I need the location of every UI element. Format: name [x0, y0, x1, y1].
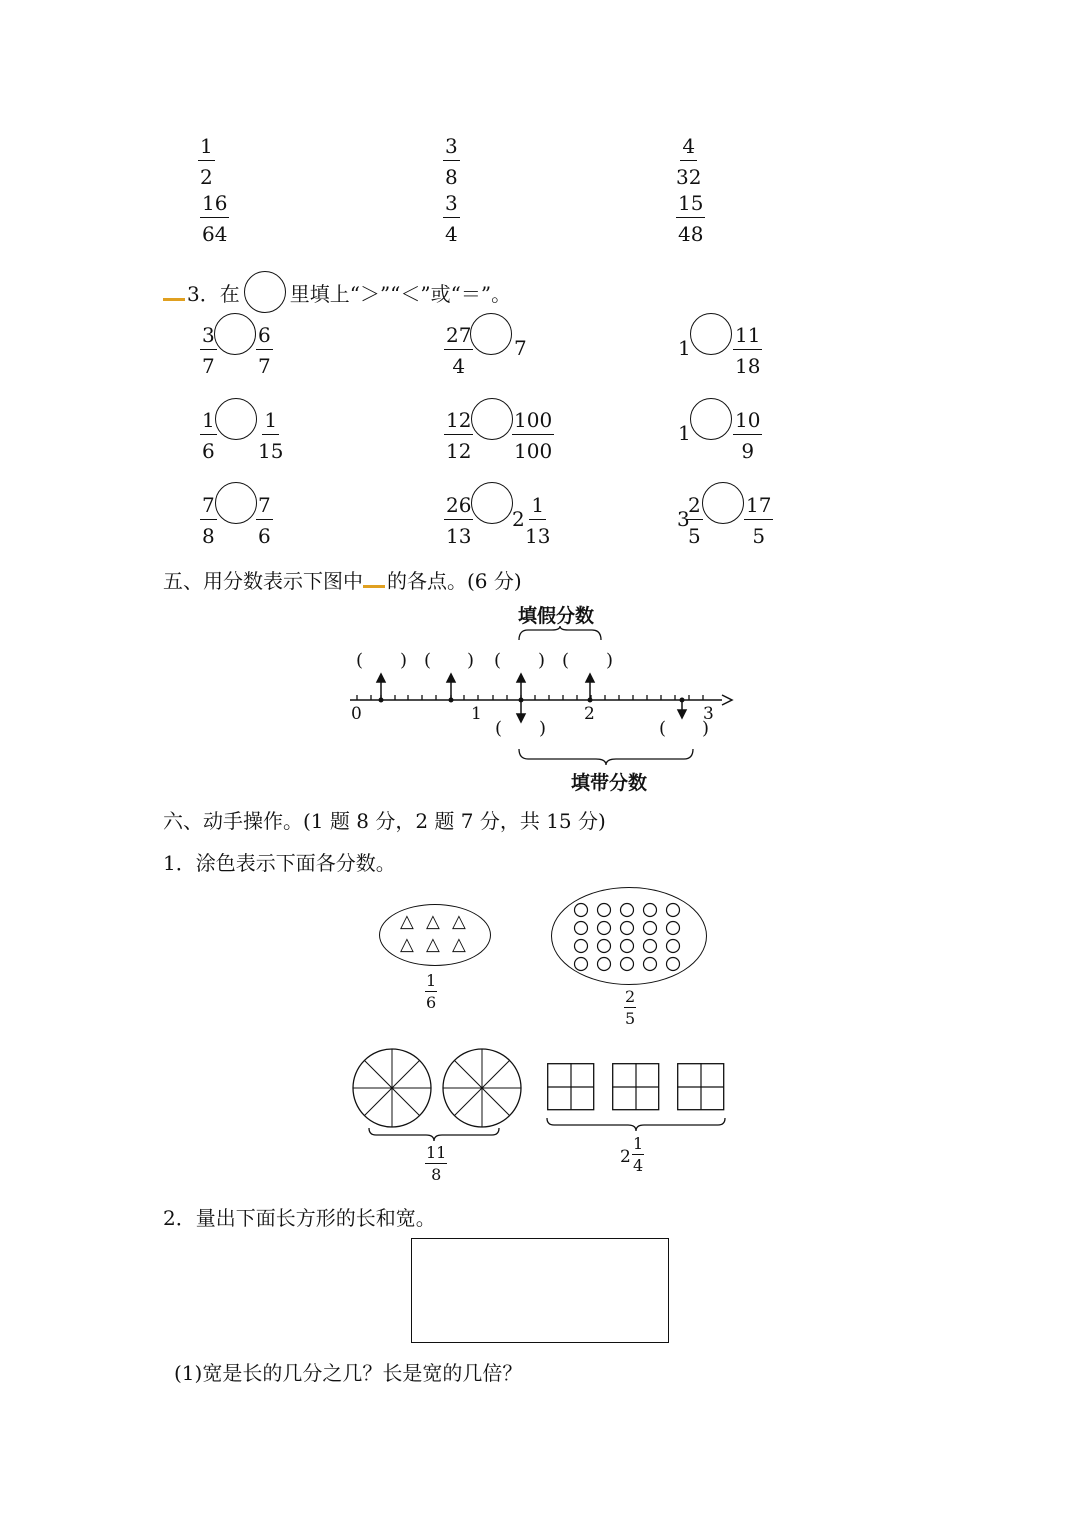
small-circle[interactable] [644, 940, 657, 953]
axis-tick-2: 2 [584, 704, 595, 724]
numerator: 1 [426, 971, 437, 990]
compare-left-whole: 1 [678, 421, 691, 445]
denominator: 9 [741, 439, 755, 463]
numerator: 100 [512, 410, 554, 435]
answer-paren-open[interactable]: ( [424, 650, 432, 671]
compare-answer-circle[interactable] [470, 313, 512, 355]
compare-answer-circle[interactable] [215, 482, 257, 524]
answer-circle-example [244, 271, 286, 313]
small-circle[interactable] [667, 958, 680, 971]
answer-paren-open[interactable]: ( [494, 650, 502, 671]
denominator: 7 [202, 354, 215, 378]
small-circle[interactable] [621, 904, 634, 917]
axis-tick-1: 1 [471, 704, 482, 724]
small-circle[interactable] [575, 904, 588, 917]
denominator: 8 [202, 524, 215, 548]
numerator: 16 [200, 193, 229, 218]
answer-paren-close: ) [539, 718, 547, 739]
numerator: 1 [198, 136, 215, 161]
small-circle[interactable] [667, 922, 680, 935]
fraction-4-32 [676, 136, 701, 187]
fraction-triangles [425, 973, 437, 1011]
mixed-number-label: 填带分数 [571, 772, 648, 794]
denominator: 6 [426, 993, 437, 1012]
improper-brace [518, 626, 602, 642]
compare-answer-circle[interactable] [471, 482, 513, 524]
square-grid-3[interactable] [677, 1063, 725, 1111]
numerator: 11 [733, 325, 762, 350]
pies-brace [368, 1127, 500, 1143]
small-circle[interactable] [644, 958, 657, 971]
compare-right-whole: 7 [514, 336, 527, 360]
compare-answer-circle[interactable] [690, 313, 732, 355]
answer-paren-close: ) [538, 650, 546, 671]
denominator: 100 [514, 439, 553, 463]
axis-tick-3: 3 [703, 704, 714, 724]
triangle-shape[interactable]: △ [426, 911, 440, 932]
compare-left-whole: 3 [677, 507, 690, 531]
triangle-shape[interactable]: △ [426, 934, 440, 955]
compare-right-fraction [733, 410, 762, 461]
answer-underline[interactable] [163, 298, 185, 301]
denominator: 4 [633, 1156, 644, 1175]
compare-right-fraction [256, 495, 273, 546]
denominator: 2 [200, 165, 213, 189]
answer-underline[interactable] [363, 585, 385, 588]
small-circle[interactable] [598, 922, 611, 935]
numerator: 2 [625, 987, 636, 1006]
question-text-after: 里填上“＞”“＜”或“＝”。 [289, 282, 512, 306]
numerator: 3 [200, 325, 217, 350]
compare-answer-circle[interactable] [471, 398, 513, 440]
denominator: 8 [431, 1165, 442, 1184]
compare-left-fraction [444, 410, 473, 461]
denominator: 7 [258, 354, 271, 378]
denominator: 5 [752, 524, 766, 548]
denominator: 48 [678, 222, 704, 246]
square-grid-2[interactable] [612, 1063, 660, 1111]
small-circle[interactable] [598, 958, 611, 971]
numerator: 10 [733, 410, 762, 435]
answer-paren-open: ( [356, 650, 364, 671]
denominator: 13 [446, 524, 472, 548]
compare-right-fraction [733, 325, 762, 376]
question-text-before: 在 [219, 282, 240, 306]
numerator: 3 [443, 136, 460, 161]
fraction-squares [632, 1136, 644, 1174]
compare-left-fraction [686, 495, 703, 546]
compare-left-whole: 1 [678, 336, 691, 360]
title-text: 五、用分数表示下图中 [163, 569, 363, 593]
square-grid-1[interactable] [547, 1063, 595, 1111]
small-circle[interactable] [575, 958, 588, 971]
denominator: 6 [258, 524, 271, 548]
answer-paren-close: ) [702, 718, 710, 739]
denominator: 5 [625, 1009, 636, 1028]
squares-brace [546, 1117, 726, 1133]
denominator: 64 [202, 222, 228, 246]
question-number: 3． [187, 282, 220, 306]
numerator: 1 [633, 1134, 644, 1153]
mixed-whole: 2 [620, 1147, 631, 1167]
compare-left-fraction [444, 495, 473, 546]
denominator: 5 [688, 524, 701, 548]
small-circle[interactable] [575, 922, 588, 935]
numerator: 6 [256, 325, 273, 350]
small-circle[interactable] [667, 904, 680, 917]
numerator: 4 [680, 136, 697, 161]
compare-answer-circle[interactable] [690, 398, 732, 440]
fraction-circles [624, 989, 636, 1027]
triangle-shape[interactable]: △ [400, 911, 414, 932]
fraction-16-64 [200, 193, 229, 244]
small-circle[interactable] [621, 940, 634, 953]
axis-tick-0: 0 [351, 704, 362, 724]
denominator: 4 [445, 222, 458, 246]
pie-circle-left[interactable] [352, 1048, 432, 1128]
denominator: 4 [452, 354, 466, 378]
question-6-2-sub1: (1)宽是长的几分之几？长是宽的几倍？ [174, 1361, 523, 1385]
numerator: 2 [686, 495, 703, 520]
answer-paren-open[interactable]: ( [495, 718, 503, 739]
small-circle[interactable] [644, 922, 657, 935]
denominator: 18 [735, 354, 761, 378]
triangle-shape[interactable]: △ [452, 911, 466, 932]
improper-fraction-label: 填假分数 [518, 605, 595, 627]
triangle-shape[interactable]: △ [400, 934, 414, 955]
compare-answer-circle[interactable] [702, 482, 744, 524]
numerator: 7 [256, 495, 273, 520]
fraction-3-4 [443, 193, 460, 244]
numerator: 1 [529, 495, 546, 520]
compare-answer-circle[interactable] [215, 398, 257, 440]
compare-right-fraction [512, 410, 554, 461]
small-circle[interactable] [598, 940, 611, 953]
question-3-heading [163, 271, 511, 313]
small-circle[interactable] [598, 904, 611, 917]
small-circle[interactable] [644, 904, 657, 917]
numerator: 27 [444, 325, 473, 350]
small-circle[interactable] [621, 922, 634, 935]
numerator: 26 [444, 495, 473, 520]
compare-right-fraction [744, 495, 773, 546]
answer-paren-close: ) [467, 650, 475, 671]
numerator: 15 [676, 193, 705, 218]
numerator: 3 [443, 193, 460, 218]
denominator: 13 [525, 524, 551, 548]
numerator: 12 [444, 410, 473, 435]
numerator: 11 [426, 1143, 447, 1162]
question-6-1: 1．涂色表示下面各分数。 [163, 851, 396, 875]
compare-answer-circle[interactable] [214, 313, 256, 355]
small-circle[interactable] [621, 958, 634, 971]
answer-paren-close: ) [400, 650, 408, 671]
small-circle[interactable] [575, 940, 588, 953]
numerator: 7 [200, 495, 217, 520]
compare-right-fraction [256, 325, 273, 376]
answer-paren-open[interactable]: ( [659, 718, 667, 739]
fraction-3-8 [443, 136, 460, 187]
denominator: 32 [676, 165, 702, 189]
mixed-brace [518, 748, 694, 766]
fraction-pies [425, 1145, 447, 1183]
denominator: 6 [202, 439, 215, 463]
denominator: 8 [445, 165, 458, 189]
denominator: 12 [446, 439, 472, 463]
rectangle-to-measure [411, 1238, 669, 1343]
numerator: 17 [744, 495, 773, 520]
denominator: 15 [258, 439, 284, 463]
compare-right-fraction [525, 495, 550, 546]
numerator: 1 [262, 410, 279, 435]
title-text: 的各点。(6 分) [387, 569, 522, 593]
compare-right-whole: 2 [512, 507, 525, 531]
small-circle[interactable] [667, 940, 680, 953]
small-circles-grid[interactable] [573, 898, 683, 978]
section-6-title: 六、动手操作。(1 题 8 分，2 题 7 分，共 15 分) [163, 809, 606, 833]
numerator: 1 [200, 410, 217, 435]
triangle-shape[interactable]: △ [452, 934, 466, 955]
compare-right-fraction [258, 410, 283, 461]
fraction-1-2 [198, 136, 215, 187]
question-6-2: 2．量出下面长方形的长和宽。 [163, 1206, 436, 1230]
section-5-title [163, 565, 522, 594]
answer-paren-close: ) [606, 650, 614, 671]
answer-paren-open[interactable]: ( [562, 650, 570, 671]
pie-circle-right[interactable] [442, 1048, 522, 1128]
fraction-15-48 [676, 193, 705, 244]
